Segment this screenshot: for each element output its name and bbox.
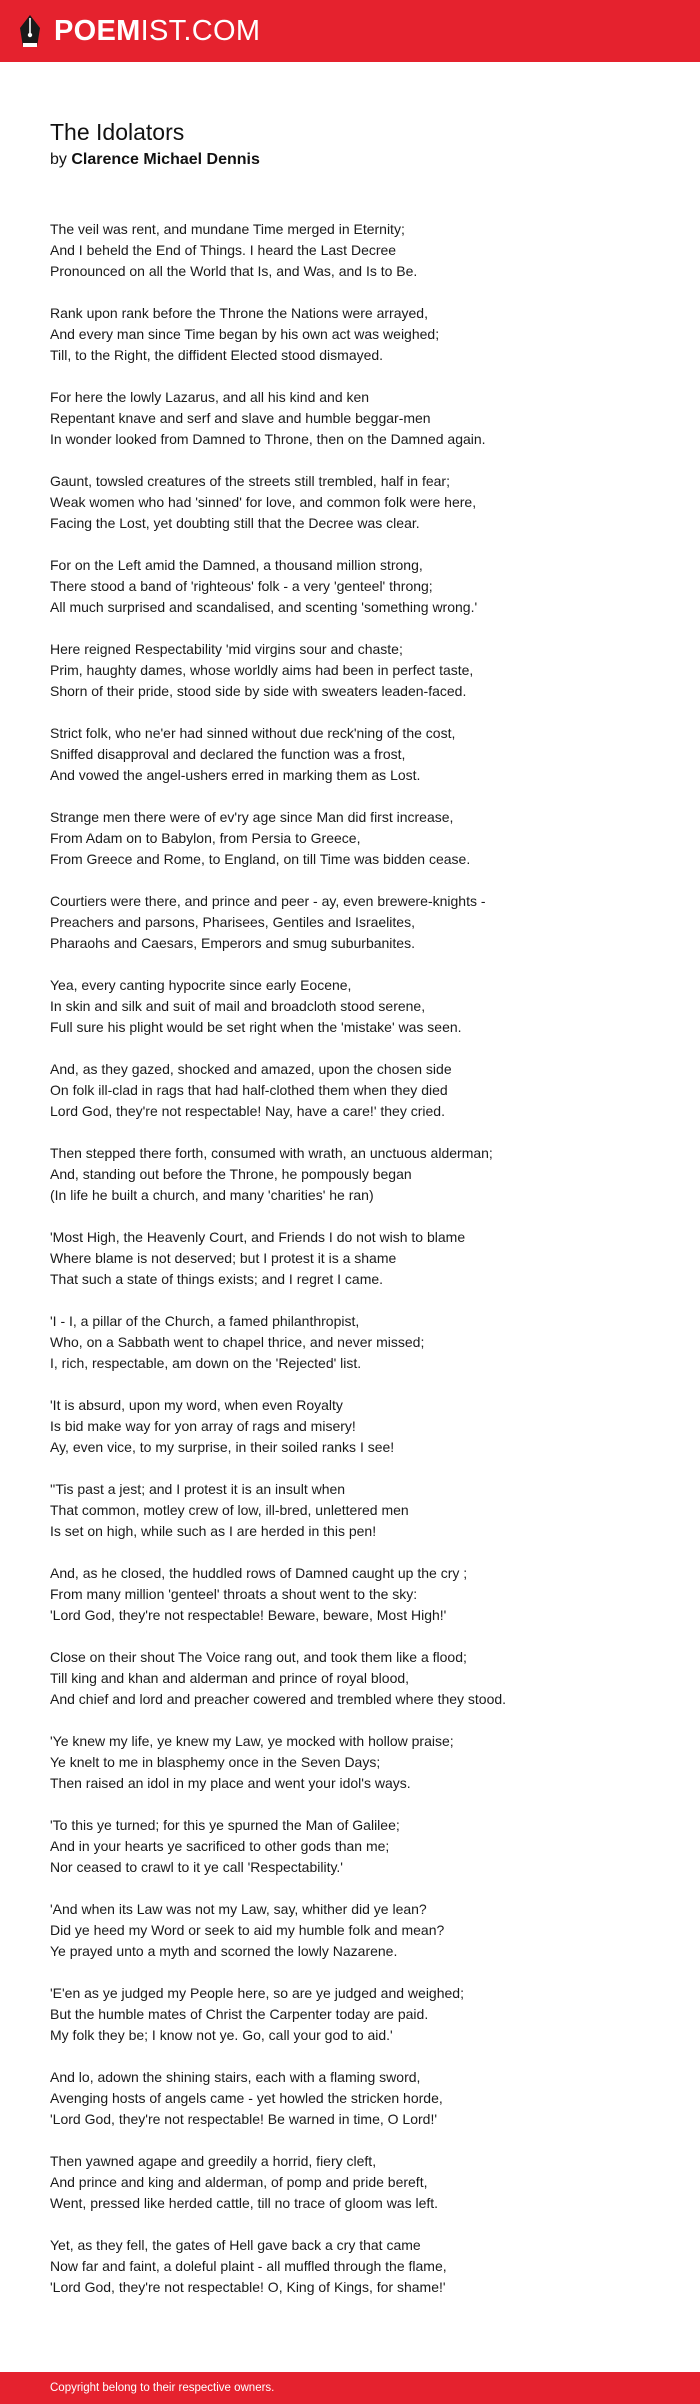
poem-line: Strange men there were of ev'ry age since Man did first increase, xyxy=(50,809,454,825)
poem-line: And, standing out before the Throne, he pompously began xyxy=(50,1166,412,1182)
poem-line: And, as he closed, the huddled rows of Damned caught up the cry ; xyxy=(50,1565,468,1581)
poem-line: Avenging hosts of angels came - yet howled the stricken horde, xyxy=(50,2090,443,2106)
poem-line: But the humble mates of Christ the Carpenter today are paid. xyxy=(50,2006,429,2022)
site-name xyxy=(54,14,260,48)
poem-line: I, rich, respectable, am down on the 'Rejected' list. xyxy=(50,1355,362,1371)
site-name-bold: POEM xyxy=(54,15,141,47)
by-label: by xyxy=(50,151,67,168)
poem-line: Shorn of their pride, stood side by side with sweaters leaden-faced. xyxy=(50,683,467,699)
poem-line: Nor ceased to crawl to it ye call 'Respectability.' xyxy=(50,1859,343,1875)
poem-line: (In life he built a church, and many 'charities' he ran) xyxy=(50,1187,374,1203)
poem-line: Pronounced on all the World that Is, and Was, and Is to Be. xyxy=(50,263,418,279)
poem-line: 'Lord God, they're not respectable! Be warned in time, O Lord!' xyxy=(50,2111,438,2127)
stanza xyxy=(50,1059,670,1122)
stanza xyxy=(50,555,670,618)
poem-line: In wonder looked from Damned to Throne, then on the Damned again. xyxy=(50,431,486,447)
poem-line: And I beheld the End of Things. I heard the Last Decree xyxy=(50,242,397,258)
byline xyxy=(50,150,260,170)
poem-line: And lo, adown the shining stairs, each with a flaming sword, xyxy=(50,2069,421,2085)
poem-line: Ay, even vice, to my surprise, in their soiled ranks I see! xyxy=(50,1439,395,1455)
stanza xyxy=(50,723,670,786)
stanza xyxy=(50,1647,670,1710)
stanza xyxy=(50,639,670,702)
poem-line: 'And when its Law was not my Law, say, whither did ye lean? xyxy=(50,1901,427,1917)
poem-line: 'I - I, a pillar of the Church, a famed philanthropist, xyxy=(50,1313,360,1329)
poem-line: Ye prayed unto a myth and scorned the lowly Nazarene. xyxy=(50,1943,398,1959)
poem-line: All much surprised and scandalised, and scenting 'something wrong.' xyxy=(50,599,478,615)
poem-title: The Idolators xyxy=(50,119,185,145)
poem-line: Weak women who had 'sinned' for love, and common folk were here, xyxy=(50,494,477,510)
poem-line: Preachers and parsons, Pharisees, Gentiles and Israelites, xyxy=(50,914,415,930)
poem-line: 'It is absurd, upon my word, when even Royalty xyxy=(50,1397,343,1413)
poem-line: Then yawned agape and greedily a horrid, fiery cleft, xyxy=(50,2153,377,2169)
poem-line: Now far and faint, a doleful plaint - all muffled through the flame, xyxy=(50,2258,447,2274)
poem-line: 'E'en as ye judged my People here, so are ye judged and weighed; xyxy=(50,1985,464,2001)
poem-line: From Adam on to Babylon, from Persia to Greece, xyxy=(50,830,361,846)
poem-line: That such a state of things exists; and I regret I came. xyxy=(50,1271,384,1287)
poem-line: Full sure his plight would be set right when the 'mistake' was seen. xyxy=(50,1019,462,1035)
stanza xyxy=(50,471,670,534)
poem-line: And chief and lord and preacher cowered and trembled where they stood. xyxy=(50,1691,507,1707)
poem-line: Who, on a Sabbath went to chapel thrice, and never missed; xyxy=(50,1334,425,1350)
stanza xyxy=(50,219,670,282)
stanza xyxy=(50,303,670,366)
stanza xyxy=(50,1731,670,1794)
site-logo[interactable] xyxy=(18,14,260,48)
pen-nib-icon xyxy=(18,14,42,48)
poem-line: My folk they be; I know not ye. Go, call your god to aid.' xyxy=(50,2027,393,2043)
stanza xyxy=(50,2067,670,2130)
poem-line: Till, to the Right, the diffident Elected stood dismayed. xyxy=(50,347,384,363)
poem-line: Lord God, they're not respectable! Nay, have a care!' they cried. xyxy=(50,1103,445,1119)
poem-line: ''Tis past a jest; and I protest it is an insult when xyxy=(50,1481,346,1497)
stanza xyxy=(50,1395,670,1458)
poem-line: Prim, haughty dames, whose worldly aims had been in perfect taste, xyxy=(50,662,474,678)
poem-line: Is set on high, while such as I are herded in this pen! xyxy=(50,1523,377,1539)
site-name-light: IST.COM xyxy=(140,15,261,47)
stanza xyxy=(50,1815,670,1878)
stanza xyxy=(50,1311,670,1374)
poem-line: 'Lord God, they're not respectable! O, King of Kings, for shame!' xyxy=(50,2279,446,2295)
poem-line: Then raised an idol in my place and went your idol's ways. xyxy=(50,1775,411,1791)
poem-line: For here the lowly Lazarus, and all his kind and ken xyxy=(50,389,370,405)
poem-line: And prince and king and alderman, of pomp and pride bereft, xyxy=(50,2174,428,2190)
poem-line: Then stepped there forth, consumed with wrath, an unctuous alderman; xyxy=(50,1145,493,1161)
poem-line: Strict folk, who ne'er had sinned without due reck'ning of the cost, xyxy=(50,725,456,741)
author-name: Clarence Michael Dennis xyxy=(71,151,260,168)
stanza xyxy=(50,1479,670,1542)
poem-line: On folk ill-clad in rags that had half-clothed them when they died xyxy=(50,1082,448,1098)
poem-line: Is bid make way for yon array of rags and misery! xyxy=(50,1418,356,1434)
poem-line: Facing the Lost, yet doubting still that the Decree was clear. xyxy=(50,515,420,531)
poem-line: There stood a band of 'righteous' folk - a very 'genteel' throng; xyxy=(50,578,433,594)
poem-body xyxy=(50,219,670,2319)
poem-line: The veil was rent, and mundane Time merged in Eternity; xyxy=(50,221,405,237)
poem-line: Pharaohs and Caesars, Emperors and smug suburbanites. xyxy=(50,935,415,951)
poem-line: 'Lord God, they're not respectable! Beware, beware, Most High!' xyxy=(50,1607,447,1623)
poem-line: In skin and silk and suit of mail and broadcloth stood serene, xyxy=(50,998,426,1014)
stanza xyxy=(50,2235,670,2298)
poem-header xyxy=(50,118,260,170)
copyright-notice: Copyright belong to their respective owners. xyxy=(50,2382,275,2394)
poem-line: 'Most High, the Heavenly Court, and Friends I do not wish to blame xyxy=(50,1229,466,1245)
poem-line: Ye knelt to me in blasphemy once in the Seven Days; xyxy=(50,1754,381,1770)
stanza xyxy=(50,1983,670,2046)
stanza xyxy=(50,975,670,1038)
stanza xyxy=(50,2151,670,2214)
stanza xyxy=(50,1563,670,1626)
stanza xyxy=(50,1899,670,1962)
poem-line: 'Ye knew my life, ye knew my Law, ye mocked with hollow praise; xyxy=(50,1733,454,1749)
poem-line: Sniffed disapproval and declared the function was a frost, xyxy=(50,746,406,762)
poem-line: Went, pressed like herded cattle, till no trace of gloom was left. xyxy=(50,2195,439,2211)
poem-line: Rank upon rank before the Throne the Nations were arrayed, xyxy=(50,305,428,321)
poem-line: Gaunt, towsled creatures of the streets still trembled, half in fear; xyxy=(50,473,450,489)
poem-line: And vowed the angel-ushers erred in marking them as Lost. xyxy=(50,767,421,783)
poem-line: That common, motley crew of low, ill-bred, unlettered men xyxy=(50,1502,409,1518)
stanza xyxy=(50,387,670,450)
stanza xyxy=(50,807,670,870)
poem-line: Courtiers were there, and prince and peer - ay, even brewere-knights - xyxy=(50,893,486,909)
stanza xyxy=(50,891,670,954)
poem-line: Where blame is not deserved; but I protest it is a shame xyxy=(50,1250,397,1266)
poem-line: From Greece and Rome, to England, on till Time was bidden cease. xyxy=(50,851,471,867)
poem-line: Repentant knave and serf and slave and humble beggar-men xyxy=(50,410,431,426)
poem-line: Yea, every canting hypocrite since early Eocene, xyxy=(50,977,352,993)
poem-line: Close on their shout The Voice rang out, and took them like a flood; xyxy=(50,1649,467,1665)
stanza xyxy=(50,1143,670,1206)
poem-line: And, as they gazed, shocked and amazed, upon the chosen side xyxy=(50,1061,452,1077)
poem-line: And every man since Time began by his own act was weighed; xyxy=(50,326,440,342)
poem-line: From many million 'genteel' throats a shout went to the sky: xyxy=(50,1586,418,1602)
poem-line: Here reigned Respectability 'mid virgins sour and chaste; xyxy=(50,641,403,657)
stanza xyxy=(50,1227,670,1290)
poem-line: Till king and khan and alderman and prince of royal blood, xyxy=(50,1670,410,1686)
poem-line: And in your hearts ye sacrificed to other gods than me; xyxy=(50,1838,390,1854)
poem-line: 'To this ye turned; for this ye spurned the Man of Galilee; xyxy=(50,1817,400,1833)
poem-line: For on the Left amid the Damned, a thousand million strong, xyxy=(50,557,423,573)
site-footer xyxy=(0,2372,700,2404)
poem-line: Did ye heed my Word or seek to aid my humble folk and mean? xyxy=(50,1922,445,1938)
site-header xyxy=(0,0,700,62)
poem-line: Yet, as they fell, the gates of Hell gave back a cry that came xyxy=(50,2237,421,2253)
